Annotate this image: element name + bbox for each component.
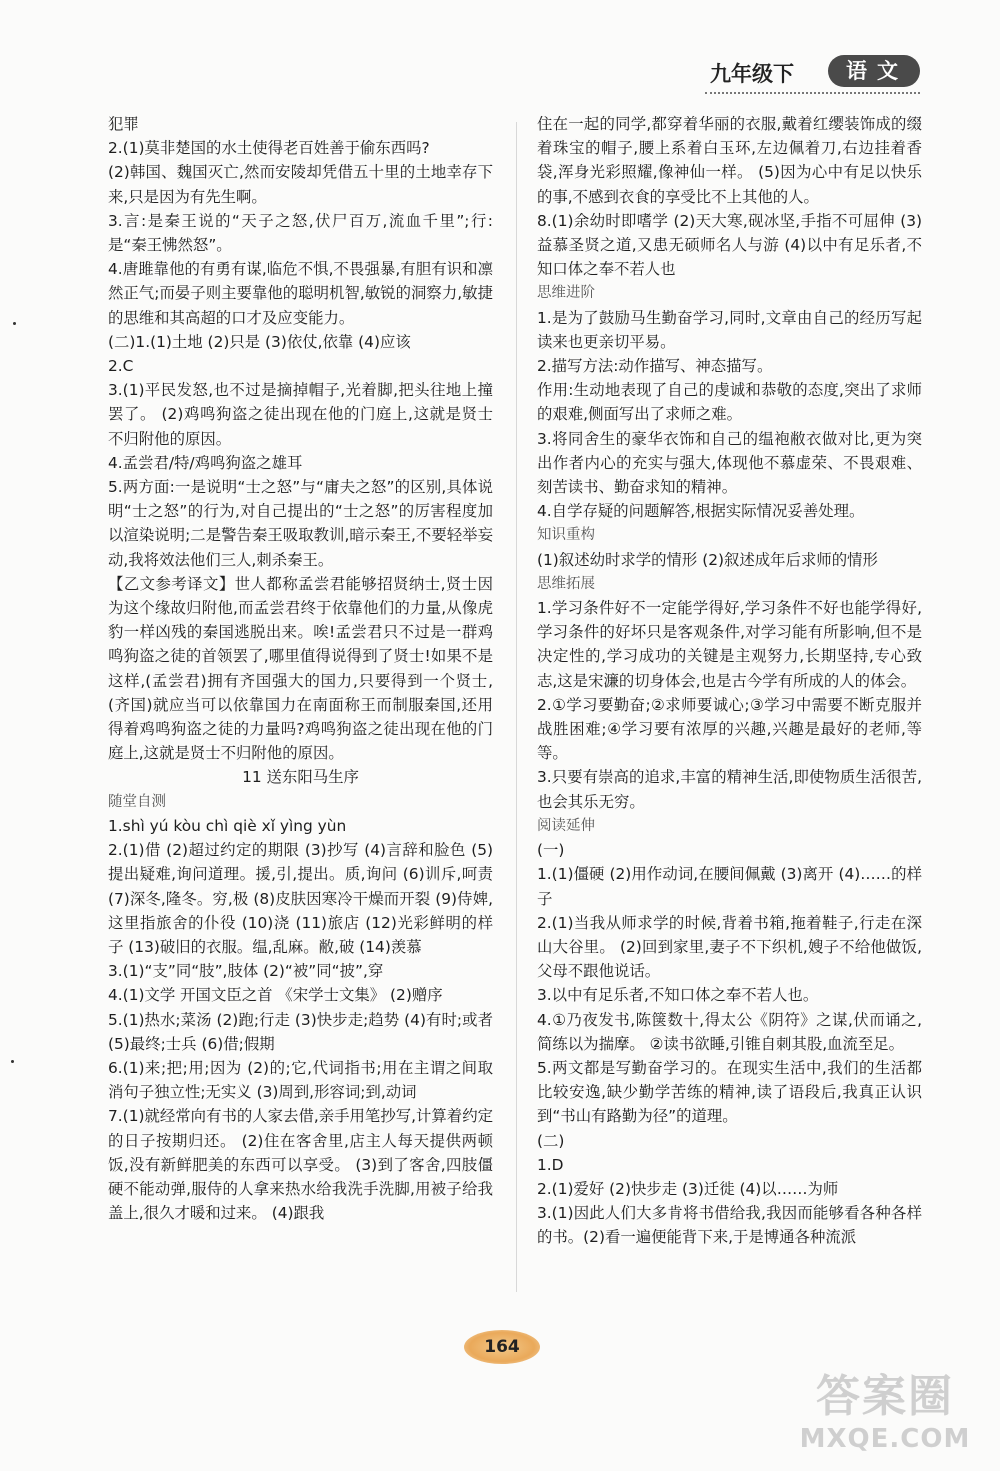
left-column <box>108 112 493 1225</box>
answer-paragraph: 5.两方面:一是说明“士之怒”与“庸夫之怒”的区别,具体说明“士之怒”的行为,对自己提出的“士之怒”的厉害程度加以渲染说明;二是警告秦王吸取教训,暗示秦王,不要轻举妄动,我将效法他们三人,刺杀秦王。 <box>108 478 493 569</box>
watermark-logo: 答案圈 <box>816 1371 954 1422</box>
answer-paragraph: (二) <box>537 1131 565 1150</box>
answer-paragraph: 1.是为了鼓励马生勤奋学习,同时,文章由自己的经历写起读来也更亲切平易。 <box>537 308 922 351</box>
answer-paragraph: 2.(1)当我从师求学的时候,背着书箱,拖着鞋子,行走在深山大谷里。 (2)回到家里,妻子不下织机,嫂子不给他做饭,父母不跟他说话。 <box>537 913 922 981</box>
answer-paragraph: 2.C <box>108 357 134 376</box>
answer-paragraph: 7.(1)就经常向有书的人家去借,亲手用笔抄写,计算着约定的日子按期归还。 (2)住在客舍里,店主人每天提供两顿饭,没有新鲜肥美的东西可以享受。 (3)到了客舍,四肢僵硬不能动弹,服侍的人拿来热水给我洗手洗脚,用被子给我盖上,很久才暖和过来。 (4)跟我 <box>108 1107 493 1223</box>
answer-paragraph: 1.(1)僵硬 (2)用作动词,在腰间佩戴 (3)离开 (4)……的样子 <box>537 865 922 908</box>
column-divider <box>516 122 517 1292</box>
section-heading: 知识重构 <box>537 527 595 544</box>
answer-paragraph: 6.(1)来;把;用;因为 (2)的;它,代词指书;用在主谓之间取消句子独立性;无实义 (3)周到,形容词;到,动词 <box>108 1058 493 1102</box>
answer-paragraph: 4.①乃夜发书,陈箧数十,得太公《阴符》之谋,伏而诵之,简练以为揣摩。 ②读书欲睡,引锥自刺其股,血流至足。 <box>537 1010 922 1053</box>
answer-paragraph: (一) <box>537 841 565 860</box>
answer-paragraph: 作用:生动地表现了自己的虔诚和恭敬的态度,突出了求师的艰难,侧面写出了求师之难。 <box>537 381 922 424</box>
answer-paragraph: 【乙文参考译文】世人都称孟尝君能够招贤纳士,贤士因为这个缘故归附他,而孟尝君终于依靠他们的力量,从像虎豹一样凶残的秦国逃脱出来。唉!孟尝君只不过是一群鸡鸣狗盗之徒的首领罢了,哪里值得说得到了贤士!如果不是这样,(孟尝君)拥有齐国强大的国力,只要得到一个贤士,(齐国)就应当可以依靠国力在南面称王而制服秦国,还用得着鸡鸣狗盗之徒的力量吗?鸡鸣狗盗之徒出现在他的门庭上,这就是贤士不归附他的原因。 <box>108 574 493 763</box>
answer-paragraph: 3.(1)平民发怒,也不过是摘掉帽子,光着脚,把头往地上撞罢了。 (2)鸡鸣狗盗之徒出现在他的门庭上,这就是贤士不归附他的原因。 <box>108 381 493 448</box>
subject-badge: 语文 <box>828 55 920 87</box>
answer-paragraph: 8.(1)余幼时即嗜学 (2)天大寒,砚冰坚,手指不可屈伸 (3)益慕圣贤之道,又患无硕师名人与游 (4)以中有足乐者,不知口体之奉不若人也 <box>537 211 922 279</box>
answer-paragraph: 3.将同舍生的豪华衣饰和自己的缊袍敝衣做对比,更为突出作者内心的充实与强大,体现他不慕虚荣、不畏艰难、刻苦读书、勤奋求知的精神。 <box>537 429 922 497</box>
right-column <box>537 112 922 1250</box>
answer-paragraph: 4.自学存疑的问题解答,根据实际情况妥善处理。 <box>537 502 865 521</box>
watermark <box>780 1370 990 1465</box>
answer-paragraph: 5.(1)热水;菜汤 (2)跑;行走 (3)快步走;趋势 (4)有时;或者 (5)最终;士兵 (6)借;假期 <box>108 1010 493 1053</box>
answer-paragraph: 住在一起的同学,都穿着华丽的衣服,戴着红缨装饰成的缀着珠宝的帽子,腰上系着白玉环,左边佩着刀,右边挂着香袋,浑身光彩照耀,像神仙一样。 (5)因为心中有足以快乐的事,不感到衣食的享受比不上其他的人。 <box>537 115 922 206</box>
answer-paragraph: 犯罪 <box>108 115 139 133</box>
answer-paragraph: 1.shì yú kòu chì qiè xǐ yìng yùn <box>108 816 347 835</box>
answer-paragraph: 3.以中有足乐者,不知口体之奉不若人也。 <box>537 986 819 1005</box>
section-heading: 阅读延伸 <box>537 817 595 834</box>
answer-paragraph: 4.孟尝君/特/鸡鸣狗盗之雄耳 <box>108 453 303 472</box>
answer-paragraph: 4.唐雎靠他的有勇有谋,临危不惧,不畏强暴,有胆有识和凛然正气;而晏子则主要靠他的聪明机智,敏锐的洞察力,敏捷的思维和其高超的口才及应变能力。 <box>108 260 493 327</box>
lesson-title: 11 送东阳马生序 <box>242 768 359 787</box>
grade-label: 九年级下 <box>710 61 794 86</box>
header-rule <box>705 92 920 94</box>
page-number: 164 <box>464 1330 540 1364</box>
answer-paragraph: 2.(1)借 (2)超过约定的期限 (3)抄写 (4)言辞和脸色 (5)提出疑难,询问道理。援,引,提出。质,询问 (6)训斥,呵责 (7)深冬,隆冬。穷,极 (8)皮肤因寒冷干燥而开裂 (9)侍婢,这里指旅舍的仆役 (10)浇 (11)旅店 (12)光彩鲜明的样子 (13)破旧的衣服。缊,乱麻。敝,破 (14)羡慕 <box>108 841 493 956</box>
answer-paragraph: 2.描写方法:动作描写、神态描写。 <box>537 357 773 376</box>
answer-paragraph: 3.只要有崇高的追求,丰富的精神生活,即使物质生活很苦,也会其乐无穷。 <box>537 768 922 811</box>
answer-paragraph: 4.(1)文学 开国文臣之首 《宋学士文集》 (2)赠序 <box>108 986 443 1005</box>
section-heading: 思维拓展 <box>537 575 595 592</box>
answer-paragraph: (2)韩国、魏国灭亡,然而安陵却凭借五十里的土地幸存下来,只是因为有先生啊。 <box>108 163 493 206</box>
answer-paragraph: 1.学习条件好不一定能学得好,学习条件不好也能学得好,学习条件的好坏只是客观条件,对学习能有所影响,但不是决定性的,学习成功的关键是主观努力,长期坚持,专心致志,这是宋濂的切身体会,也是古今学有所成的人的体会。 <box>537 599 922 690</box>
margin-dot <box>11 1060 14 1063</box>
answer-paragraph: (二)1.(1)土地 (2)只是 (3)依仗,依靠 (4)应该 <box>108 332 411 351</box>
answer-paragraph: 2.①学习要勤奋;②求师要诚心;③学习中需要不断克服并战胜困难;④学习要有浓厚的兴趣,兴趣是最好的老师,等等。 <box>537 695 922 763</box>
margin-dot <box>13 322 16 325</box>
answer-paragraph: 2.(1)爱好 (2)快步走 (3)迁徙 (4)以……为师 <box>537 1179 839 1198</box>
answer-paragraph: 3.(1)因此人们大多肯将书借给我,我因而能够看各种各样的书。(2)看一遍便能背下来,于是博通各种流派 <box>537 1204 922 1247</box>
section-heading: 思维进阶 <box>537 285 595 302</box>
answer-paragraph: 2.(1)莫非楚国的水土使得老百姓善于偷东西吗? <box>108 139 430 158</box>
answer-paragraph: 3.言:是秦王说的“天子之怒,伏尸百万,流血千里”;行:是“秦王怫然怒”。 <box>108 211 493 255</box>
answer-paragraph: (1)叙述幼时求学的情形 (2)叙述成年后求师的情形 <box>537 550 878 569</box>
answer-paragraph: 1.D <box>537 1155 564 1174</box>
page-header <box>690 50 940 100</box>
answer-paragraph: 3.(1)“支”同“肢”,肢体 (2)“被”同“披”,穿 <box>108 962 384 981</box>
watermark-url: MXQE.COM <box>799 1424 971 1454</box>
answer-paragraph: 5.两文都是写勤奋学习的。在现实生活中,我们的生活都比较安逸,缺少勤学苦练的精神,读了语段后,我真正认识到“书山有路勤为径”的道理。 <box>537 1058 922 1126</box>
section-heading: 随堂自测 <box>108 793 166 810</box>
